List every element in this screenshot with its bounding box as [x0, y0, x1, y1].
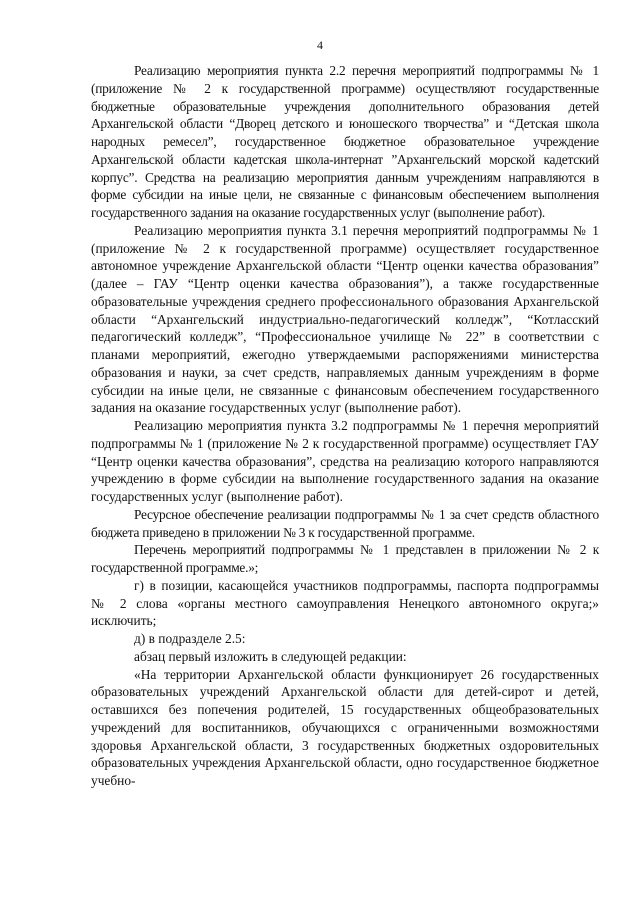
paragraph-quoted-text: «На территории Архангельской области функционирует 26 государственных образовательных учреждений Архангельской области для детей-сирот и детей, оставшихся без попечения родителей, 15 государственных общеобразовательных учреждений для воспитанников, обучающихся с ограниченными возможностями здоровья Архангельской области, 3 государственных бюджетных оздоровительных образовательных учреждения Архангельской области, одно государственное бюджетное учебно- [91, 666, 599, 788]
document-body [91, 62, 599, 790]
paragraph-point-3-1: Реализацию мероприятия пункта 3.1 перечня мероприятий подпрограммы № 1 (приложение № 2 к государственной программе) осуществляет государственное автономное учреждение Архангельской области “Центр оценки качества образования” (далее – ГАУ “Центр оценки качества образования”), а также государственные образовательные учреждения среднего профессионального образования Архангельской области “Архангельский индустриально-педагогический колледж”, “Котласский педагогический колледж”, “Профессиональное училище № 22” в соответствии с планами мероприятий, ежегодно утверждаемыми распоряжениями министерства образования и науки, за счет средств, направляемых данным учреждениям в форме субсидии на иные цели, не связанные с финансовым обеспечением государственного задания на оказание государственных услуг (выполнение работ). [91, 222, 599, 416]
paragraph-point-2-2: Реализацию мероприятия пункта 2.2 перечня мероприятий подпрограммы № 1 (приложение № 2 к государственной программе) осуществляют государственные бюджетные образовательные учреждения дополнительного образования детей Архангельской области “Дворец детского и юношеского творчества” и “Детская школа народных ремесел”, государственное бюджетное образовательное учреждение Архангельской области кадетская школа-интернат ”Архангельский морской кадетский корпус”. Средства на реализацию мероприятия данным учреждениям направляются в форме субсидии на иные цели, не связанные с финансовым обеспечением выполнения государственного задания на оказание государственных услуг (выполнение работ). [91, 63, 599, 220]
page-number: 4 [317, 38, 323, 52]
paragraph-item-g: г) в позиции, касающейся участников подпрограммы, паспорта подпрограммы № 2 слова «органы местного самоуправления Ненецкого автономного округа;» исключить; [91, 577, 599, 629]
paragraph-first-abzac: абзац первый изложить в следующей редакции: [134, 648, 407, 664]
paragraph-resource-support: Ресурсное обеспечение реализации подпрограммы № 1 за счет средств областного бюджета приведено в приложении № 3 к государственной программе. [91, 506, 599, 540]
paragraph-item-d: д) в подразделе 2.5: [134, 631, 246, 646]
paragraph-activities-list: Перечень мероприятий подпрограммы № 1 представлен в приложении № 2 к государственной программе.»; [91, 542, 599, 575]
paragraph-point-3-2: Реализацию мероприятия пункта 3.2 подпрограммы № 1 перечня мероприятий подпрограммы № 1 (приложение № 2 к государственной программе) осуществляет ГАУ “Центр оценки качества образования”, средства на реализацию которого направляются учреждению в форме субсидии на выполнение государственного задания на оказание государственных услуг (выполнение работ). [91, 418, 599, 504]
